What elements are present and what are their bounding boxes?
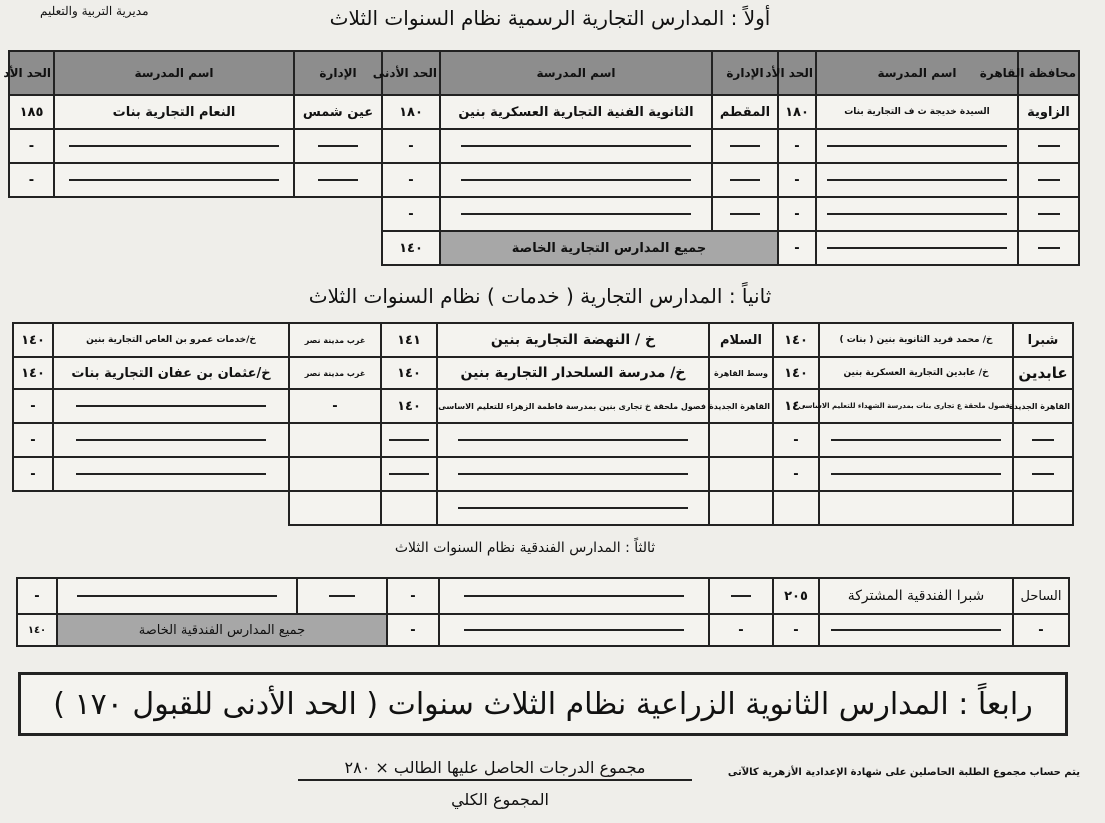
cell-line bbox=[816, 231, 1018, 265]
cell-line bbox=[53, 423, 289, 457]
cell-dash: - bbox=[387, 578, 439, 614]
cell-line bbox=[289, 457, 381, 491]
cell-gov: القاهرة الجديدة bbox=[1013, 389, 1073, 423]
cell-dash: - bbox=[9, 163, 54, 197]
header-school-mid: اسم المدرسة bbox=[440, 51, 712, 95]
section-title-1: أولاً : المدارس التجارية الرسمية نظام السنوات الثلاث bbox=[329, 6, 771, 30]
cell-dash: - bbox=[778, 129, 816, 163]
cell-school: خ/عثمان بن عفان التجارية بنات bbox=[53, 357, 289, 389]
cell-line bbox=[439, 578, 709, 614]
cell-school: خ/خدمات عمرو بن العاص التجارية بنين bbox=[53, 323, 289, 357]
cell-line bbox=[816, 129, 1018, 163]
cell-school: الثانوية الفنية التجارية العسكرية بنين bbox=[440, 95, 712, 129]
cell-line bbox=[712, 129, 778, 163]
cell-line bbox=[819, 423, 1013, 457]
formula-numerator: مجموع الدرجات الحاصل عليها الطالب × ٢٨٠ bbox=[298, 758, 692, 781]
cell-line bbox=[816, 163, 1018, 197]
cell-line bbox=[381, 457, 437, 491]
cell-line bbox=[54, 163, 294, 197]
cell-line bbox=[437, 457, 709, 491]
cell-dash: - bbox=[778, 163, 816, 197]
cell-dash: - bbox=[13, 457, 53, 491]
cell-dash: - bbox=[9, 129, 54, 163]
cell-dash: - bbox=[382, 197, 440, 231]
header-gov: محافظة القاهرة bbox=[1018, 51, 1079, 95]
cell-line bbox=[53, 389, 289, 423]
cell-dash: - bbox=[382, 129, 440, 163]
cell-school: خ/ محمد فريد الثانوية بنين ( بنات ) bbox=[819, 323, 1013, 357]
cell-dash: - bbox=[778, 231, 816, 265]
cell-min: ١٤١ bbox=[381, 323, 437, 357]
cell-min: ١٤٠ bbox=[381, 357, 437, 389]
cell-school: فصول ملحقة خ تجارى بنين بمدرسة فاطمة الزهراء للتعليم الاساسى bbox=[437, 389, 709, 423]
header-min-left: الحد الأد bbox=[9, 51, 54, 95]
total-value: ١٤٠ bbox=[17, 614, 57, 646]
agricultural-schools-banner: رابعاً : المدارس الثانوية الزراعية نظام الثلاث سنوات ( الحد الأدنى للقبول ١٧٠ ) bbox=[18, 672, 1068, 736]
total-value: ١٤٠ bbox=[382, 231, 440, 265]
cell-min: ١٨٥ bbox=[9, 95, 54, 129]
cell-line bbox=[297, 578, 387, 614]
cell-dash: - bbox=[13, 423, 53, 457]
cell-dash: - bbox=[709, 614, 773, 646]
cell-line bbox=[1013, 491, 1073, 525]
total-label: جميع المدارس الفندقية الخاصة bbox=[57, 614, 387, 646]
formula-note: يتم حساب مجموع الطلبة الحاصلين على شهادة الإعدادية الأزهرية كالآتى bbox=[727, 767, 1080, 778]
cell-min: ١٨٠ bbox=[382, 95, 440, 129]
cell-line bbox=[289, 423, 381, 457]
cell-line bbox=[819, 457, 1013, 491]
header-school-left: اسم المدرسة bbox=[54, 51, 294, 95]
cell-dash: - bbox=[382, 163, 440, 197]
cell-line bbox=[437, 423, 709, 457]
cell-dash: - bbox=[773, 423, 819, 457]
cell-admin: غرب مدينة نصر bbox=[289, 323, 381, 357]
cell-admin: عين شمس bbox=[294, 95, 382, 129]
cell-min: ١٤٠ bbox=[13, 357, 53, 389]
cell-line bbox=[1018, 163, 1079, 197]
cell-admin: غرب مدينة نصر bbox=[289, 357, 381, 389]
cell-admin: القاهرة الجديدة bbox=[709, 389, 773, 423]
cell-line bbox=[816, 197, 1018, 231]
header-admin-mid: الإدارة bbox=[712, 51, 778, 95]
cell-school: خ/ مدرسة السلحدار التجارية بنين bbox=[437, 357, 709, 389]
cell-dash: - bbox=[17, 578, 57, 614]
table-hotel-schools bbox=[16, 577, 1070, 647]
cell-dash: - bbox=[289, 389, 381, 423]
logo-text: مديرية التربية والتعليم bbox=[40, 4, 149, 18]
cell-dash: - bbox=[773, 457, 819, 491]
cell-gov: شبرا bbox=[1013, 323, 1073, 357]
header-min-mid: الحد الأدنى bbox=[382, 51, 440, 95]
cell-school: خ/ عابدين التجارية العسكرية بنين bbox=[819, 357, 1013, 389]
cell-line bbox=[709, 491, 773, 525]
cell-gov: عابدين bbox=[1013, 357, 1073, 389]
cell-min: ١٤٠ bbox=[773, 389, 819, 423]
cell-line bbox=[439, 614, 709, 646]
cell-line bbox=[381, 423, 437, 457]
cell-line bbox=[440, 163, 712, 197]
cell-line bbox=[819, 491, 1013, 525]
cell-line bbox=[440, 129, 712, 163]
cell-admin: وسط القاهرة bbox=[709, 357, 773, 389]
cell-dash: - bbox=[387, 614, 439, 646]
cell-school: السيدة خديجة ث ف التجارية بنات bbox=[816, 95, 1018, 129]
cell-line bbox=[381, 491, 437, 525]
header-admin-left: الإدارة bbox=[294, 51, 382, 95]
cell-line bbox=[440, 197, 712, 231]
cell-gov: الساحل bbox=[1013, 578, 1069, 614]
cell-gov: الزاوية bbox=[1018, 95, 1079, 129]
cell-line bbox=[437, 491, 709, 525]
cell-line bbox=[294, 129, 382, 163]
cell-min: ١٤٠ bbox=[13, 323, 53, 357]
cell-line bbox=[709, 423, 773, 457]
cell-school: خ / النهضة التجارية بنين bbox=[437, 323, 709, 357]
cell-line bbox=[54, 129, 294, 163]
cell-admin: السلام bbox=[709, 323, 773, 357]
cell-school: النعام التجارية بنات bbox=[54, 95, 294, 129]
header-min-right: الحد الأد bbox=[778, 51, 816, 95]
cell-dash: - bbox=[13, 389, 53, 423]
cell-dash: - bbox=[773, 614, 819, 646]
cell-line bbox=[709, 457, 773, 491]
cell-line bbox=[1013, 423, 1073, 457]
cell-line bbox=[709, 578, 773, 614]
cell-dash: - bbox=[1013, 614, 1069, 646]
cell-line bbox=[289, 491, 381, 525]
cell-min: ١٤٠ bbox=[773, 357, 819, 389]
table-commercial-official bbox=[3, 50, 1080, 266]
cell-admin: المقطم bbox=[712, 95, 778, 129]
cell-line bbox=[712, 163, 778, 197]
cell-line bbox=[1018, 129, 1079, 163]
cell-line bbox=[53, 457, 289, 491]
cell-line bbox=[294, 163, 382, 197]
cell-dash: - bbox=[778, 197, 816, 231]
cell-line bbox=[773, 491, 819, 525]
cell-line bbox=[1018, 231, 1079, 265]
section-title-2: ثانياً : المدارس التجارية ( خدمات ) نظام السنوات الثلاث bbox=[308, 284, 772, 308]
cell-school: شبرا الفندقية المشتركة bbox=[819, 578, 1013, 614]
cell-line bbox=[1013, 457, 1073, 491]
cell-min: ١٤٠ bbox=[381, 389, 437, 423]
cell-line bbox=[1018, 197, 1079, 231]
cell-min: ١٤٠ bbox=[773, 323, 819, 357]
cell-min: ٢٠٥ bbox=[773, 578, 819, 614]
formula-denominator: المجموع الكلي bbox=[451, 790, 549, 809]
cell-school: فصول ملحقة ع تجارى بنات بمدرسة الشهداء للتعليم الاساسى bbox=[819, 389, 1013, 423]
header-school-right: اسم المدرسة bbox=[816, 51, 1018, 95]
cell-line bbox=[57, 578, 297, 614]
section-title-3: ثالثاً : المدارس الفندقية نظام السنوات الثلاث bbox=[394, 540, 656, 556]
total-label: جميع المدارس التجارية الخاصة bbox=[440, 231, 778, 265]
cell-line bbox=[712, 197, 778, 231]
cell-min: ١٨٠ bbox=[778, 95, 816, 129]
table-commercial-services bbox=[12, 322, 1074, 526]
cell-line bbox=[819, 614, 1013, 646]
